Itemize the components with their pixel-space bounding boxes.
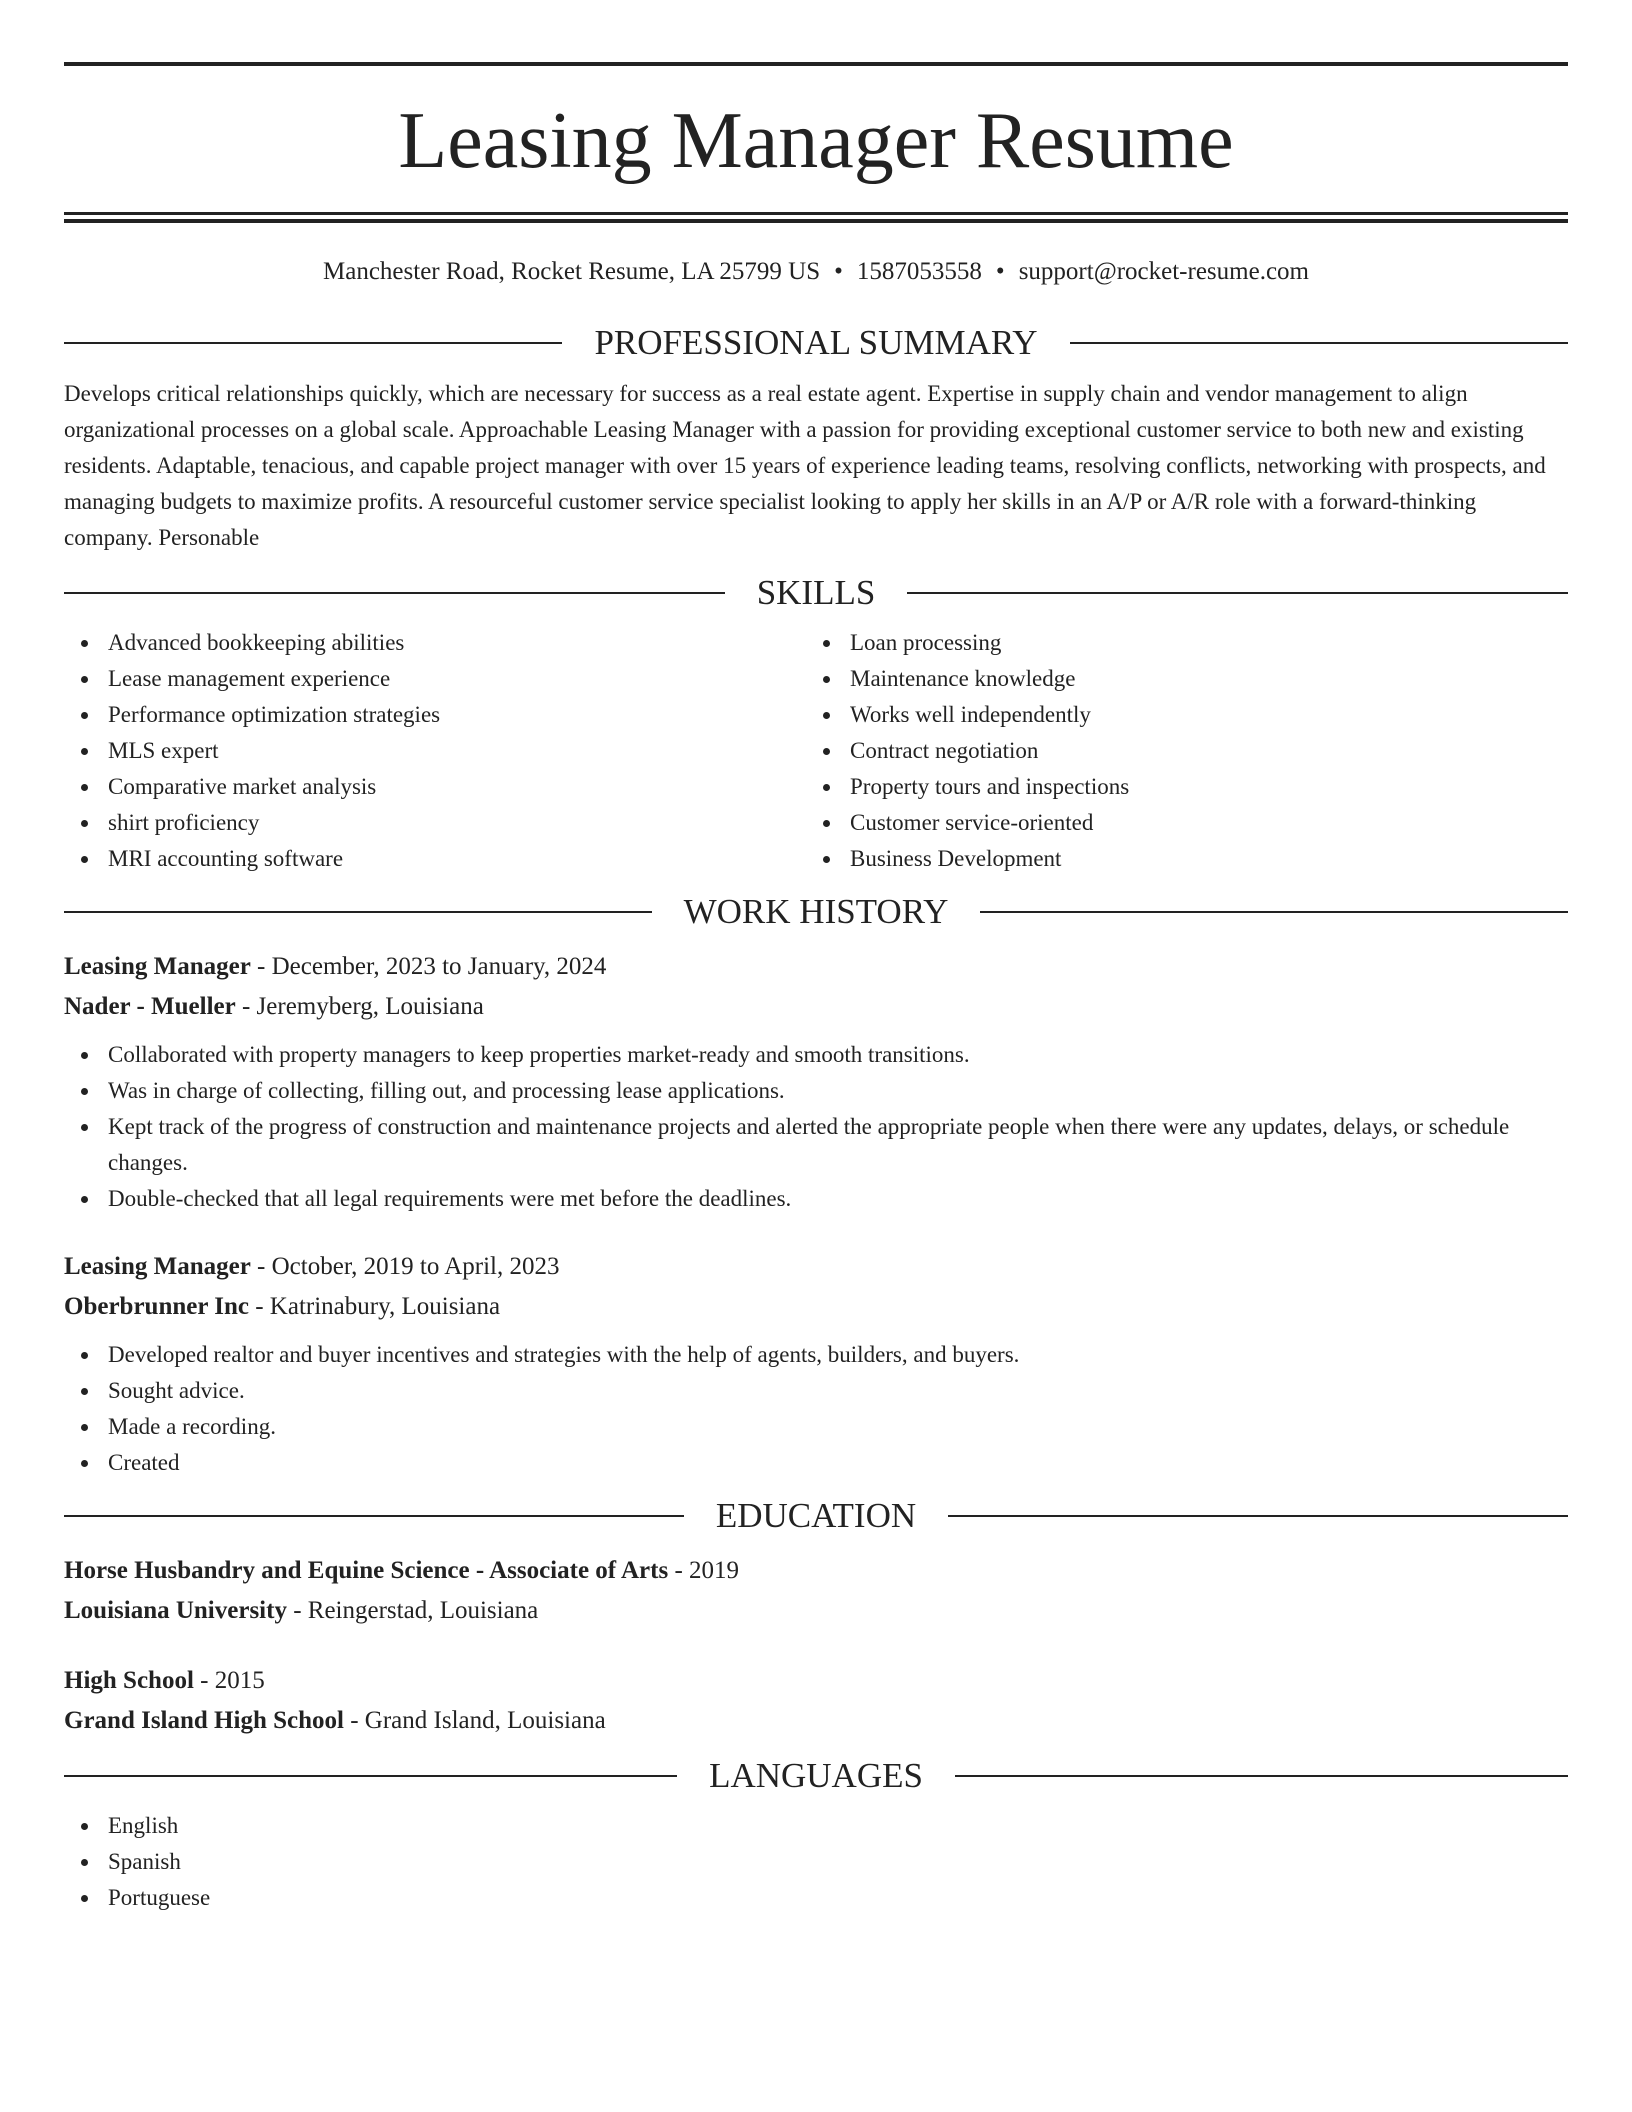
skill-item: MRI accounting software <box>108 841 806 877</box>
heading-rule-left <box>64 592 725 594</box>
contact-address: Manchester Road, Rocket Resume, LA 25799 US <box>323 258 821 285</box>
heading-rule-left <box>64 1775 677 1777</box>
languages-heading-label: LANGUAGES <box>709 1756 923 1795</box>
summary-heading <box>64 323 1568 363</box>
education-entry <box>64 1551 1568 1631</box>
job-company: Nader - Mueller <box>64 993 236 1020</box>
job-bullet: Double-checked that all legal requirements were met before the deadlines. <box>108 1181 1568 1217</box>
job-title-line <box>64 1247 1568 1287</box>
skills-column-left <box>64 625 806 877</box>
skill-item: Maintenance knowledge <box>850 661 1548 697</box>
summary-text: Develops critical relationships quickly, which are necessary for success as a real estate agent. Expertise in supply chain and vendor management to align organizational processes on a global scale. Approachable Leasing Manager with a passion for providing exceptional customer service to both new and existing residents. Adaptable, tenacious, and capable project manager with over 15 years of experience leading teams, resolving conflicts, networking with prospects, and managing budgets to maximize profits. A resourceful customer service specialist looking to apply her skills in an A/P or A/R role with a forward-thinking company. Personable <box>64 381 1546 550</box>
skill-item: Advanced bookkeeping abilities <box>108 625 806 661</box>
job-bullet: Was in charge of collecting, filling out, and processing lease applications. <box>108 1073 1568 1109</box>
education-entry <box>64 1661 1568 1741</box>
heading-rule-right <box>948 1515 1568 1517</box>
job-location: - Jeremyberg, Louisiana <box>235 993 484 1020</box>
heading-rule-left <box>64 911 652 913</box>
summary-heading-label: PROFESSIONAL SUMMARY <box>594 323 1038 362</box>
skill-item: Loan processing <box>850 625 1548 661</box>
languages-list <box>64 1808 1568 1916</box>
education-school-line <box>64 1701 1568 1741</box>
job-dates: - October, 2019 to April, 2023 <box>250 1253 560 1280</box>
skills-heading-label: SKILLS <box>756 573 876 612</box>
skill-item: Performance optimization strategies <box>108 697 806 733</box>
skills-column-right <box>806 625 1548 877</box>
skills-grid <box>64 625 1568 877</box>
education-heading <box>64 1496 1568 1536</box>
job-bullet: Collaborated with property managers to keep properties market-ready and smooth transitions. <box>108 1037 1568 1073</box>
education-heading-label: EDUCATION <box>715 1496 917 1535</box>
language-item: Spanish <box>108 1844 1568 1880</box>
job-entry <box>64 1247 1568 1481</box>
heading-rule-right <box>955 1775 1568 1777</box>
education-location: - Grand Island, Louisiana <box>343 1707 606 1734</box>
job-bullets <box>64 1337 1568 1481</box>
skills-list-right <box>806 625 1548 877</box>
contact-phone: 1587053558 <box>856 258 982 285</box>
job-company: Oberbrunner Inc <box>64 1293 249 1320</box>
top-rule <box>64 62 1568 66</box>
heading-rule-left <box>64 342 562 344</box>
job-title: Leasing Manager <box>64 953 251 980</box>
skill-item: Lease management experience <box>108 661 806 697</box>
job-entry <box>64 947 1568 1217</box>
skill-item: Business Development <box>850 841 1548 877</box>
resume-title: Leasing Manager Resume <box>398 97 1234 185</box>
contact-email: support@rocket-resume.com <box>1018 258 1309 285</box>
skills-heading <box>64 573 1568 613</box>
title-double-rule <box>64 212 1568 223</box>
work-heading <box>64 892 1568 932</box>
job-dates: - December, 2023 to January, 2024 <box>250 953 607 980</box>
skill-item: Customer service-oriented <box>850 805 1548 841</box>
education-school: Grand Island High School <box>64 1707 344 1734</box>
work-heading-label: WORK HISTORY <box>683 892 949 931</box>
job-bullet: Kept track of the progress of construction and maintenance projects and alerted the appropriate people when there were any updates, delays, or schedule changes. <box>108 1109 1568 1181</box>
education-degree: High School <box>64 1667 194 1694</box>
skill-item: Works well independently <box>850 697 1548 733</box>
skill-item: MLS expert <box>108 733 806 769</box>
education-degree: Horse Husbandry and Equine Science - Associate of Arts <box>64 1557 669 1584</box>
skill-item: Property tours and inspections <box>850 769 1548 805</box>
job-bullet: Created <box>108 1445 1568 1481</box>
contact-separator: • <box>834 258 843 285</box>
language-item: Portuguese <box>108 1880 1568 1916</box>
language-item: English <box>108 1808 1568 1844</box>
job-bullets <box>64 1037 1568 1217</box>
education-year: - 2015 <box>193 1667 265 1694</box>
education-year: - 2019 <box>668 1557 740 1584</box>
heading-rule-left <box>64 1515 684 1517</box>
heading-rule-right <box>1070 342 1568 344</box>
skill-item: Comparative market analysis <box>108 769 806 805</box>
job-company-line <box>64 987 1568 1027</box>
education-school-line <box>64 1591 1568 1631</box>
job-bullet: Made a recording. <box>108 1409 1568 1445</box>
contact-separator: • <box>995 258 1005 285</box>
education-degree-line <box>64 1661 1568 1701</box>
education-degree-line <box>64 1551 1568 1591</box>
job-bullet: Sought advice. <box>108 1373 1568 1409</box>
languages-heading <box>64 1756 1568 1796</box>
education-location: - Reingerstad, Louisiana <box>286 1597 539 1624</box>
heading-rule-right <box>980 911 1568 913</box>
job-bullet: Developed realtor and buyer incentives and strategies with the help of agents, builders, and buyers. <box>108 1337 1568 1373</box>
job-location: - Katrinabury, Louisiana <box>248 1293 501 1320</box>
job-title: Leasing Manager <box>64 1253 251 1280</box>
job-title-line <box>64 947 1568 987</box>
skills-list-left <box>64 625 806 877</box>
job-company-line <box>64 1287 1568 1327</box>
contact-line <box>64 257 1568 287</box>
education-school: Louisiana University <box>64 1597 287 1624</box>
skill-item: shirt proficiency <box>108 805 806 841</box>
heading-rule-right <box>907 592 1568 594</box>
skill-item: Contract negotiation <box>850 733 1548 769</box>
